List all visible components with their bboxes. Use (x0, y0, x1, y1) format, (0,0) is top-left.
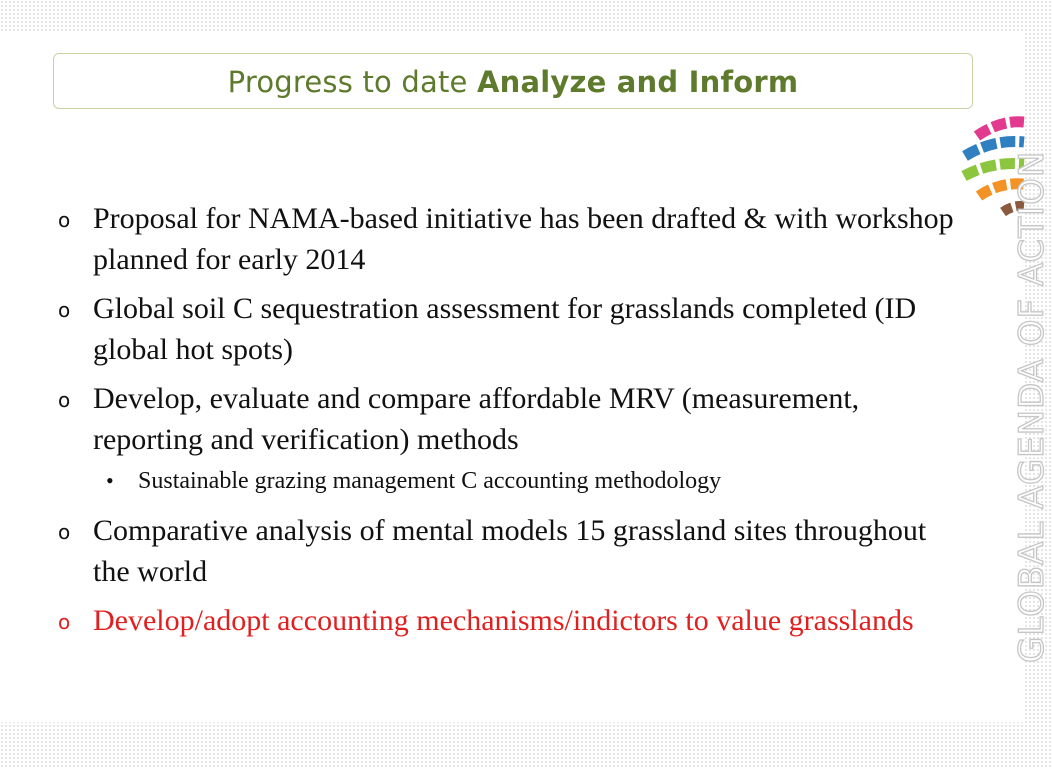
title-bold: Analyze and Inform (477, 65, 799, 99)
bullet-item-3 (58, 378, 958, 460)
title-prefix: Progress to date (227, 65, 468, 99)
bullet-item-2 (58, 288, 958, 370)
bullet-item-1 (58, 198, 958, 280)
bullet-text: Comparative analysis of mental models 15 grassland sites throughout the world (93, 514, 927, 588)
hollow-circle-bullet-icon: o (58, 298, 71, 322)
dot-bullet-icon: • (106, 468, 114, 493)
bullet-list (58, 198, 958, 649)
hollow-circle-bullet-icon: o (58, 520, 71, 544)
bullet-text: Proposal for NAMA-based initiative has been drafted & with workshop planned for early 2014 (93, 202, 954, 276)
hollow-circle-bullet-icon: o (58, 388, 71, 412)
bullet-item-5-highlight (58, 600, 958, 641)
bullet-item-4 (58, 510, 958, 592)
bullet-text: Global soil C sequestration assessment for grasslands completed (ID global hot spots) (93, 292, 917, 366)
hollow-circle-bullet-icon: o (58, 208, 71, 232)
bullet-text: Develop/adopt accounting mechanisms/indictors to value grasslands (93, 604, 914, 637)
global-agenda-side-text: GLOBAL AGENDA OF ACTION (1012, 150, 1052, 663)
hollow-circle-bullet-icon: o (58, 610, 71, 634)
sub-bullet-text: Sustainable grazing management C accounting methodology (138, 468, 722, 494)
slide-title (228, 65, 799, 99)
title-box (53, 53, 973, 109)
bullet-text: Develop, evaluate and compare affordable MRV (measurement, reporting and verification) methods (93, 382, 860, 456)
sub-bullet-item (58, 466, 958, 496)
